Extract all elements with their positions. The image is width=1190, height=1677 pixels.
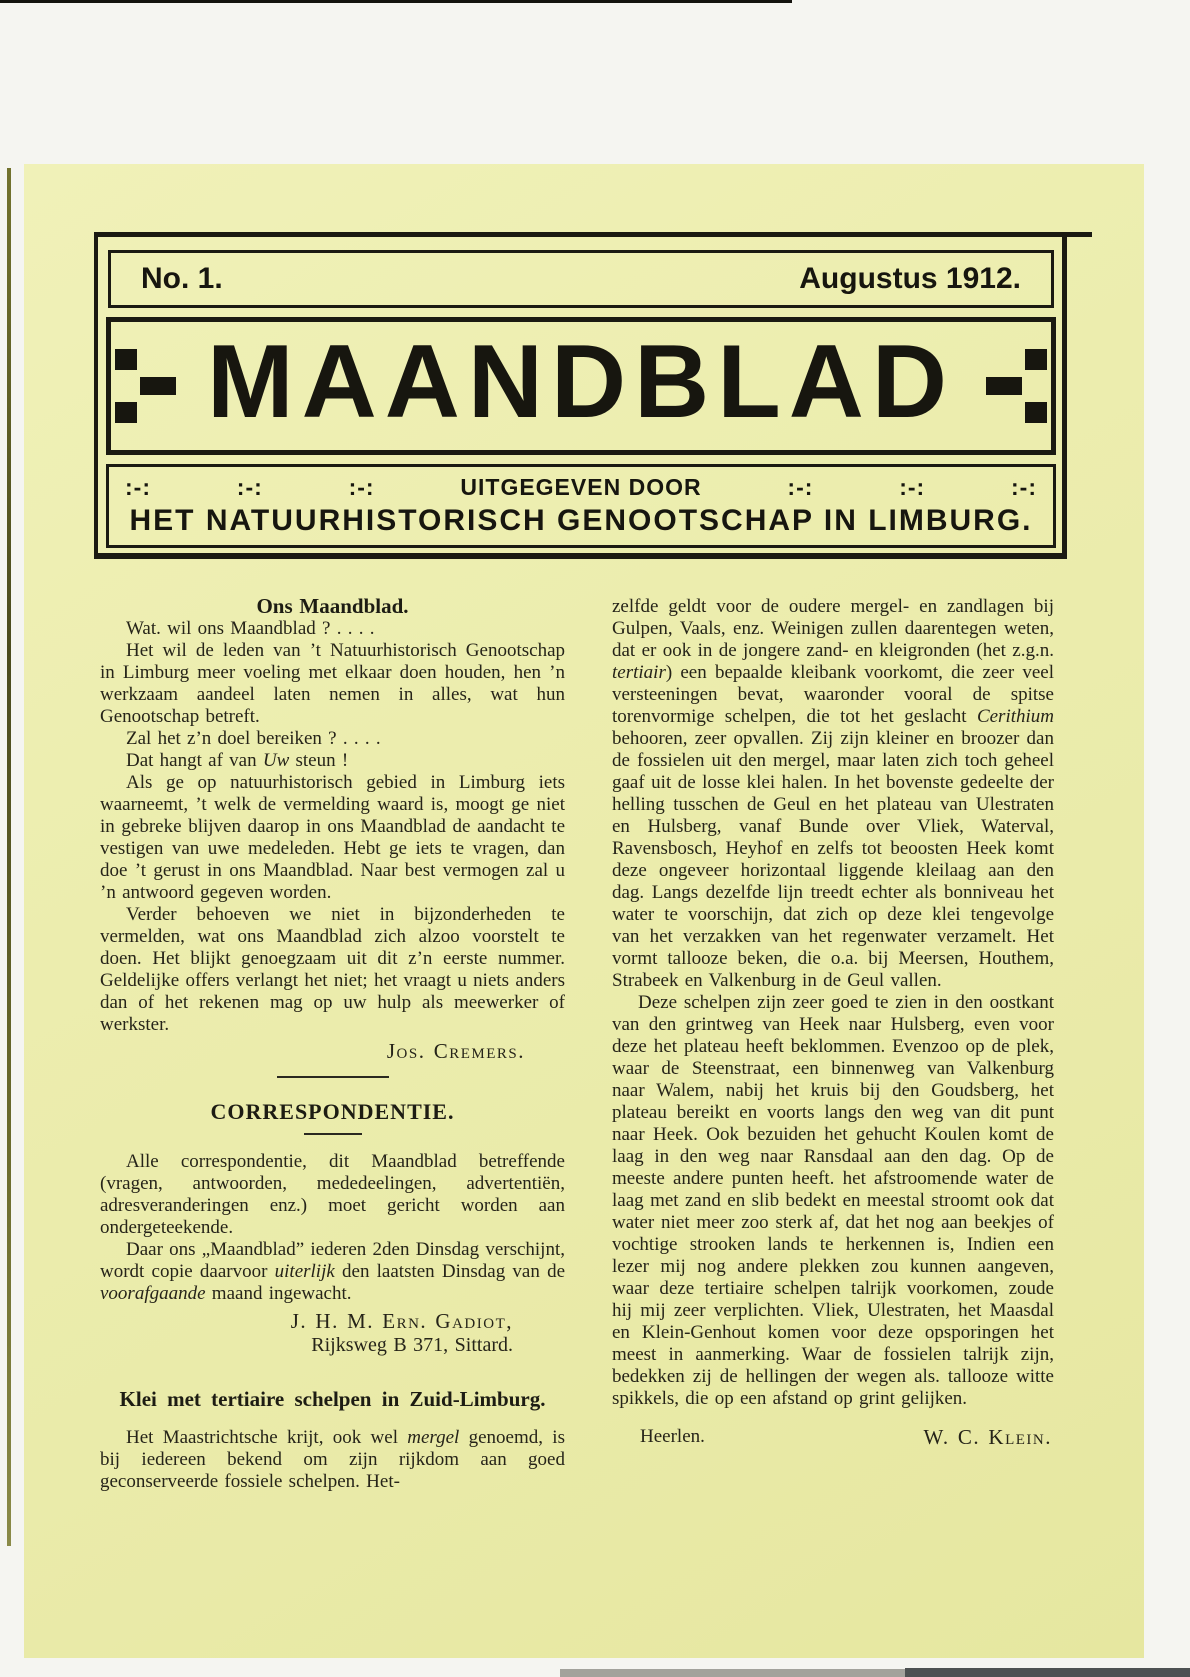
decor-token: :-: <box>787 474 814 500</box>
paragraph: Zal het z’n doel bereiken ? . . . . <box>126 728 381 749</box>
magazine-page <box>24 164 1144 1658</box>
publisher-name: HET NATUURHISTORISCH GENOOTSCHAP IN LIMBURG. <box>129 504 1033 537</box>
publisher-box <box>106 464 1056 548</box>
paragraph: Deze schelpen zijn zeer goed te zien in den oostkant van den grintweg van Heek naar Hulsberg, even voor deze het plateau heeft beklommen. Evenzoo op de plek, waar de Steenstraat, een binnenweg van Valkenburg naar Walem, nabij het kruis bij den Goudsberg, het plateau bereikt en voorts langs den weg van dit punt naar Heek. Ook bezuiden het gehucht Koulen komt de laag in den weg naar Ransdaal aan den dag. Op de meeste andere punten heeft. het afstroomende water de laag met zand en slib bedekt en meestal stroomt ook dat water niet meer zoo sterk af, dat het nog aan beekjes of vochtige strooken lands te herkennen is, Indien een lezer mij nog andere plekken zou kunnen aangeven, waar deze tertiaire schelpen talrijk voorkomen, zoude hij mij zeer verplichten. Vliek, Ulestraten, het Maasdal en Klein-Genhout komen voor deze opsporingen het meest in aanmerking. Waar de fossielen talrijk zijn, bedekken zij de hellingen der wegen als. tallooze witte spikkels, die op een afstand op grint gelijken. <box>612 992 1054 1409</box>
issue-number: No. 1. <box>141 262 223 295</box>
section-divider <box>277 1076 389 1078</box>
signature-w-c-klein: W. C. Klein. <box>923 1425 1052 1449</box>
colon-dash-icon <box>115 349 173 423</box>
signature-address: Rijksweg B 371, Sittard. <box>311 1334 513 1356</box>
scan-artifact-bottom-bar-dark <box>905 1668 1190 1677</box>
decor-token: :-: <box>125 474 151 500</box>
decor-token: :-: <box>899 474 926 500</box>
issue-date: Augustus 1912. <box>799 262 1021 295</box>
masthead-title-box <box>106 317 1056 455</box>
decor-token: :-: <box>348 474 375 500</box>
scan-artifact-top-line <box>0 0 792 3</box>
magazine-title: MAANDBLAD <box>207 324 955 440</box>
masthead-frame-right-rule <box>1062 232 1067 559</box>
masthead-frame-left-rule <box>94 232 98 559</box>
paragraph: zelfde geldt voor de oudere mergel- en zandlagen bij Gulpen, Vaals, enz. Weinigen zullen daarentegen weten, dat er ook in de jongere zand- en kleigronden (het z.g.n. tertiair) een bepaalde kleibank voorkomt, die zeer veel versteeningen bevat, waaronder vooral de spitse torenvormige schelpen, die tot het geslacht Cerithium behooren, zeer opvallen. Zij zijn kleiner en broozer dan de fossielen uit den mergel, maar laten zich toch geheel gaaf uit de losse klei halen. In het bovenste gedeelte der helling tusschen de Geul en het plateau van Ulestraten en Hulsberg, vanaf Bunde over Vliek, Waterval, Ravensbosch, Heyhof en zelfs tot beoosten Heek komt deze ongeveer horizontaal liggende kleilaag aan den dag. Langs dezelfde lijn treedt echter als bonniveau het water te voorschijn, dat zich op deze klei tengevolge van het verzakken van het regenwater verzamelt. Het vormt tallooze beken, die o.a. bij Meersen, Houthem, Strabeek en Valkenburg in de Geul vallen. <box>612 596 1054 991</box>
title-underline-divider <box>304 1133 362 1135</box>
signature-gadiot <box>100 1309 565 1357</box>
scan-artifact-bottom-bar-light <box>560 1669 905 1677</box>
article-title-correspondentie: CORRESPONDENTIE. <box>210 1099 455 1124</box>
paragraph: Als ge op natuurhistorisch gebied in Limburg iets waarneemt, ’t welk de vermelding waard is, moogt ge niet in gebreke blijven daarop in ons Maandblad de aandacht te vestigen van uwe medeleden. Hebt ge iets te vragen, dan doe ’t gerust in ons Maandblad. Naar best vermogen zal u ’n antwoord gegeven worden. <box>100 772 565 903</box>
signature-jos-cremers: Jos. Cremers. <box>386 1039 525 1063</box>
paragraph: Het wil de leden van ’t Natuurhistorisch Genootschap in Limburg meer voeling met elkaar doen houden, hen ’n werkzaam aandeel laten nemen in alles, wat hun Genootschap betreft. <box>100 640 565 727</box>
issue-date-box <box>108 250 1054 308</box>
masthead-frame-top-rule <box>94 232 1092 237</box>
paragraph: Dat hangt af van Uw steun ! <box>126 750 349 771</box>
paragraph: Verder behoeven we niet in bijzonderheden te vermelden, wat ons Maandblad zich alzoo voorstelt te doen. Het blijkt genoegzaam uit dit z’n eerste nummer. Geldelijke offers verlangt het niet; het vraagt u niets anders dan of het rekenen mag op uw hulp als meewerker of werkster. <box>100 904 565 1035</box>
signature-name: J. H. M. Ern. Gadiot, <box>290 1309 513 1333</box>
paragraph: Wat. wil ons Maandblad ? . . . . <box>126 618 375 639</box>
decor-token: :-: <box>236 474 263 500</box>
paragraph: Daar ons „Maandblad” iederen 2den Dinsdag verschijnt, wordt copie daarvoor uiterlijk den laatsten Dinsdag van de voorafgaande maand ingewacht. <box>100 1239 566 1304</box>
masthead-frame-bottom-rule <box>94 553 1067 559</box>
paragraph: Alle correspondentie, dit Maandblad betreffende (vragen, antwoorden, mededeelingen, advertentiën, adresveranderingen enz.) moet gericht worden aan ondergeteekende. <box>100 1151 565 1238</box>
article-title-ons-maandblad: Ons Maandblad. <box>256 594 409 618</box>
publisher-line1 <box>125 474 1037 501</box>
publisher-prefix: UITGEGEVEN DOOR <box>460 474 702 500</box>
dash-colon-icon <box>989 349 1047 423</box>
paragraph: Het Maastrichtsche krijt, ook wel mergel genoemd, is bij iedereen bekend om zijn rijkdom aan goed geconserveerde fossiele schelpen. Het- <box>100 1427 565 1492</box>
decor-token: :-: <box>1011 474 1037 500</box>
left-column <box>100 594 565 1493</box>
article-title-klei: Klei met tertiaire schelpen in Zuid-Limburg. <box>119 1387 546 1411</box>
right-column <box>612 596 1054 1448</box>
place-name: Heerlen. <box>640 1426 705 1447</box>
scan-artifact-page-edge-line <box>7 168 11 1546</box>
article-footer <box>612 1426 1054 1448</box>
